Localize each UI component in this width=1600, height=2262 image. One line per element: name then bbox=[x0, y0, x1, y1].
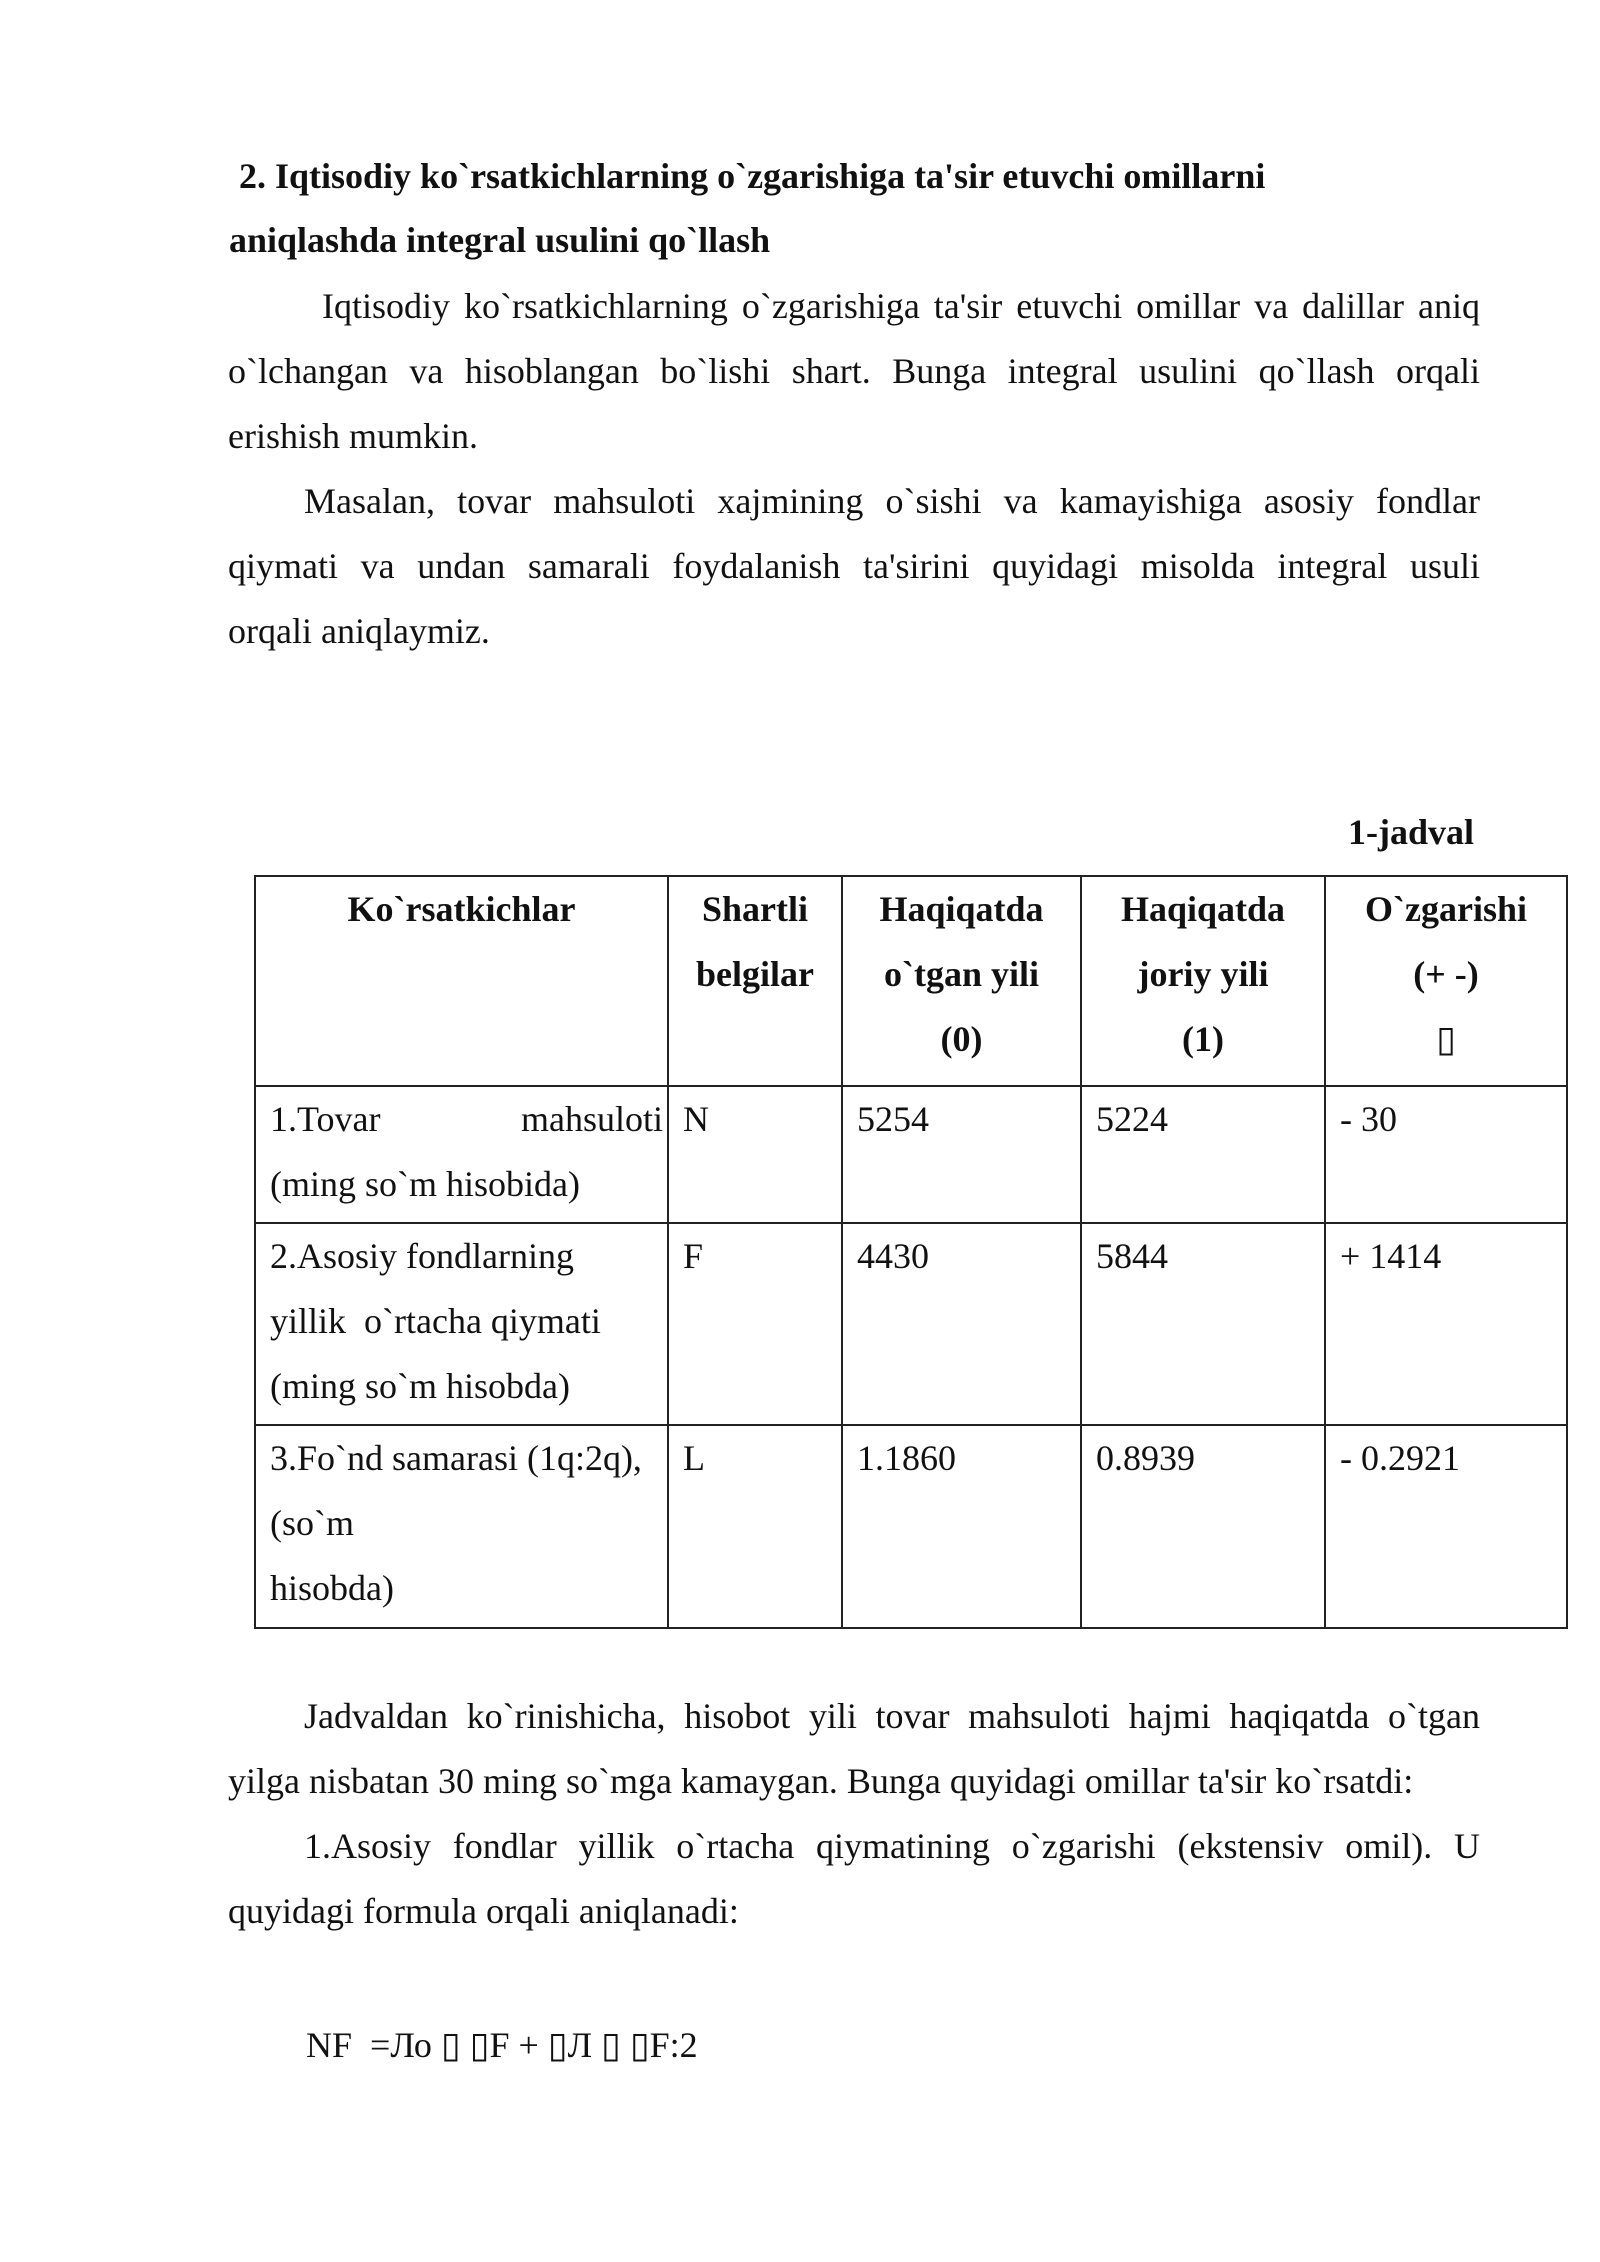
paragraph-1-line-2: o`lchangan va hisoblangan bo`lishi shart. Bunga integral usulini qo`llash orqali bbox=[228, 351, 1480, 391]
table-caption: 1-jadval bbox=[1348, 812, 1474, 852]
header-indicators: Ko`rsatkichlar bbox=[255, 876, 668, 1086]
paragraph-4-line-1: 1.Asosiy fondlar yillik o`rtacha qiymatining o`zgarishi (ekstensiv omil). U bbox=[304, 1826, 1480, 1866]
cell-change-value: - 0.2921 bbox=[1325, 1425, 1567, 1628]
paragraph-2-line-3: orqali aniqlaymiz. bbox=[228, 611, 490, 651]
table-row bbox=[255, 1425, 1567, 1628]
header-change: O`zgarishi (+ -) ▯ bbox=[1325, 876, 1567, 1086]
cell-indicator: 3.Fo`nd samarasi (1q:2q), (so`m hisobda) bbox=[255, 1425, 668, 1628]
paragraph-2-line-2: qiymati va undan samarali foydalanish ta'sirini quyidagi misolda integral usuli bbox=[228, 546, 1480, 586]
cell-change-value: - 30 bbox=[1325, 1086, 1567, 1223]
cell-previous-value: 1.1860 bbox=[842, 1425, 1081, 1628]
paragraph-1-line-3: erishish mumkin. bbox=[228, 416, 478, 456]
cell-previous-value: 4430 bbox=[842, 1223, 1081, 1425]
cell-current-value: 0.8939 bbox=[1081, 1425, 1325, 1628]
paragraph-3-line-2: yilga nisbatan 30 ming so`mga kamaygan. Bunga quyidagi omillar ta'sir ko`rsatdi: bbox=[228, 1761, 1414, 1801]
section-heading-line-2: aniqlashda integral usulini qo`llash bbox=[229, 220, 771, 260]
paragraph-1-line-1: Iqtisodiy ko`rsatkichlarning o`zgarishiga ta'sir etuvchi omillar va dalillar aniq bbox=[322, 286, 1480, 326]
table-row bbox=[255, 1086, 1567, 1223]
cell-symbol: L bbox=[668, 1425, 842, 1628]
formula: NF =Ло ▯ ▯F + ▯Л ▯ ▯F:2 bbox=[306, 2025, 698, 2065]
paragraph-3-line-1: Jadvaldan ko`rinishicha, hisobot yili tovar mahsuloti hajmi haqiqatda o`tgan bbox=[304, 1696, 1480, 1736]
paragraph-4-line-2: quyidagi formula orqali aniqlanadi: bbox=[228, 1891, 739, 1931]
cell-current-value: 5224 bbox=[1081, 1086, 1325, 1223]
header-current-year: Haqiqatda joriy yili (1) bbox=[1081, 876, 1325, 1086]
cell-current-value: 5844 bbox=[1081, 1223, 1325, 1425]
cell-previous-value: 5254 bbox=[842, 1086, 1081, 1223]
cell-symbol: N bbox=[668, 1086, 842, 1223]
cell-indicator: 2.Asosiy fondlarning yillik o`rtacha qiymati (ming so`m hisobda) bbox=[255, 1223, 668, 1425]
cell-change-value: + 1414 bbox=[1325, 1223, 1567, 1425]
section-heading-line-1: 2. Iqtisodiy ko`rsatkichlarning o`zgarishiga ta'sir etuvchi omillarni bbox=[239, 156, 1266, 196]
data-table bbox=[254, 875, 1568, 1629]
header-previous-year: Haqiqatda o`tgan yili (0) bbox=[842, 876, 1081, 1086]
header-symbols: Shartli belgilar bbox=[668, 876, 842, 1086]
table-row bbox=[255, 1223, 1567, 1425]
paragraph-2-line-1: Masalan, tovar mahsuloti xajmining o`sishi va kamayishiga asosiy fondlar bbox=[304, 481, 1480, 521]
table-header-row bbox=[255, 876, 1567, 1086]
cell-indicator: 1.Tovar mahsuloti (ming so`m hisobida) bbox=[255, 1086, 668, 1223]
cell-symbol: F bbox=[668, 1223, 842, 1425]
